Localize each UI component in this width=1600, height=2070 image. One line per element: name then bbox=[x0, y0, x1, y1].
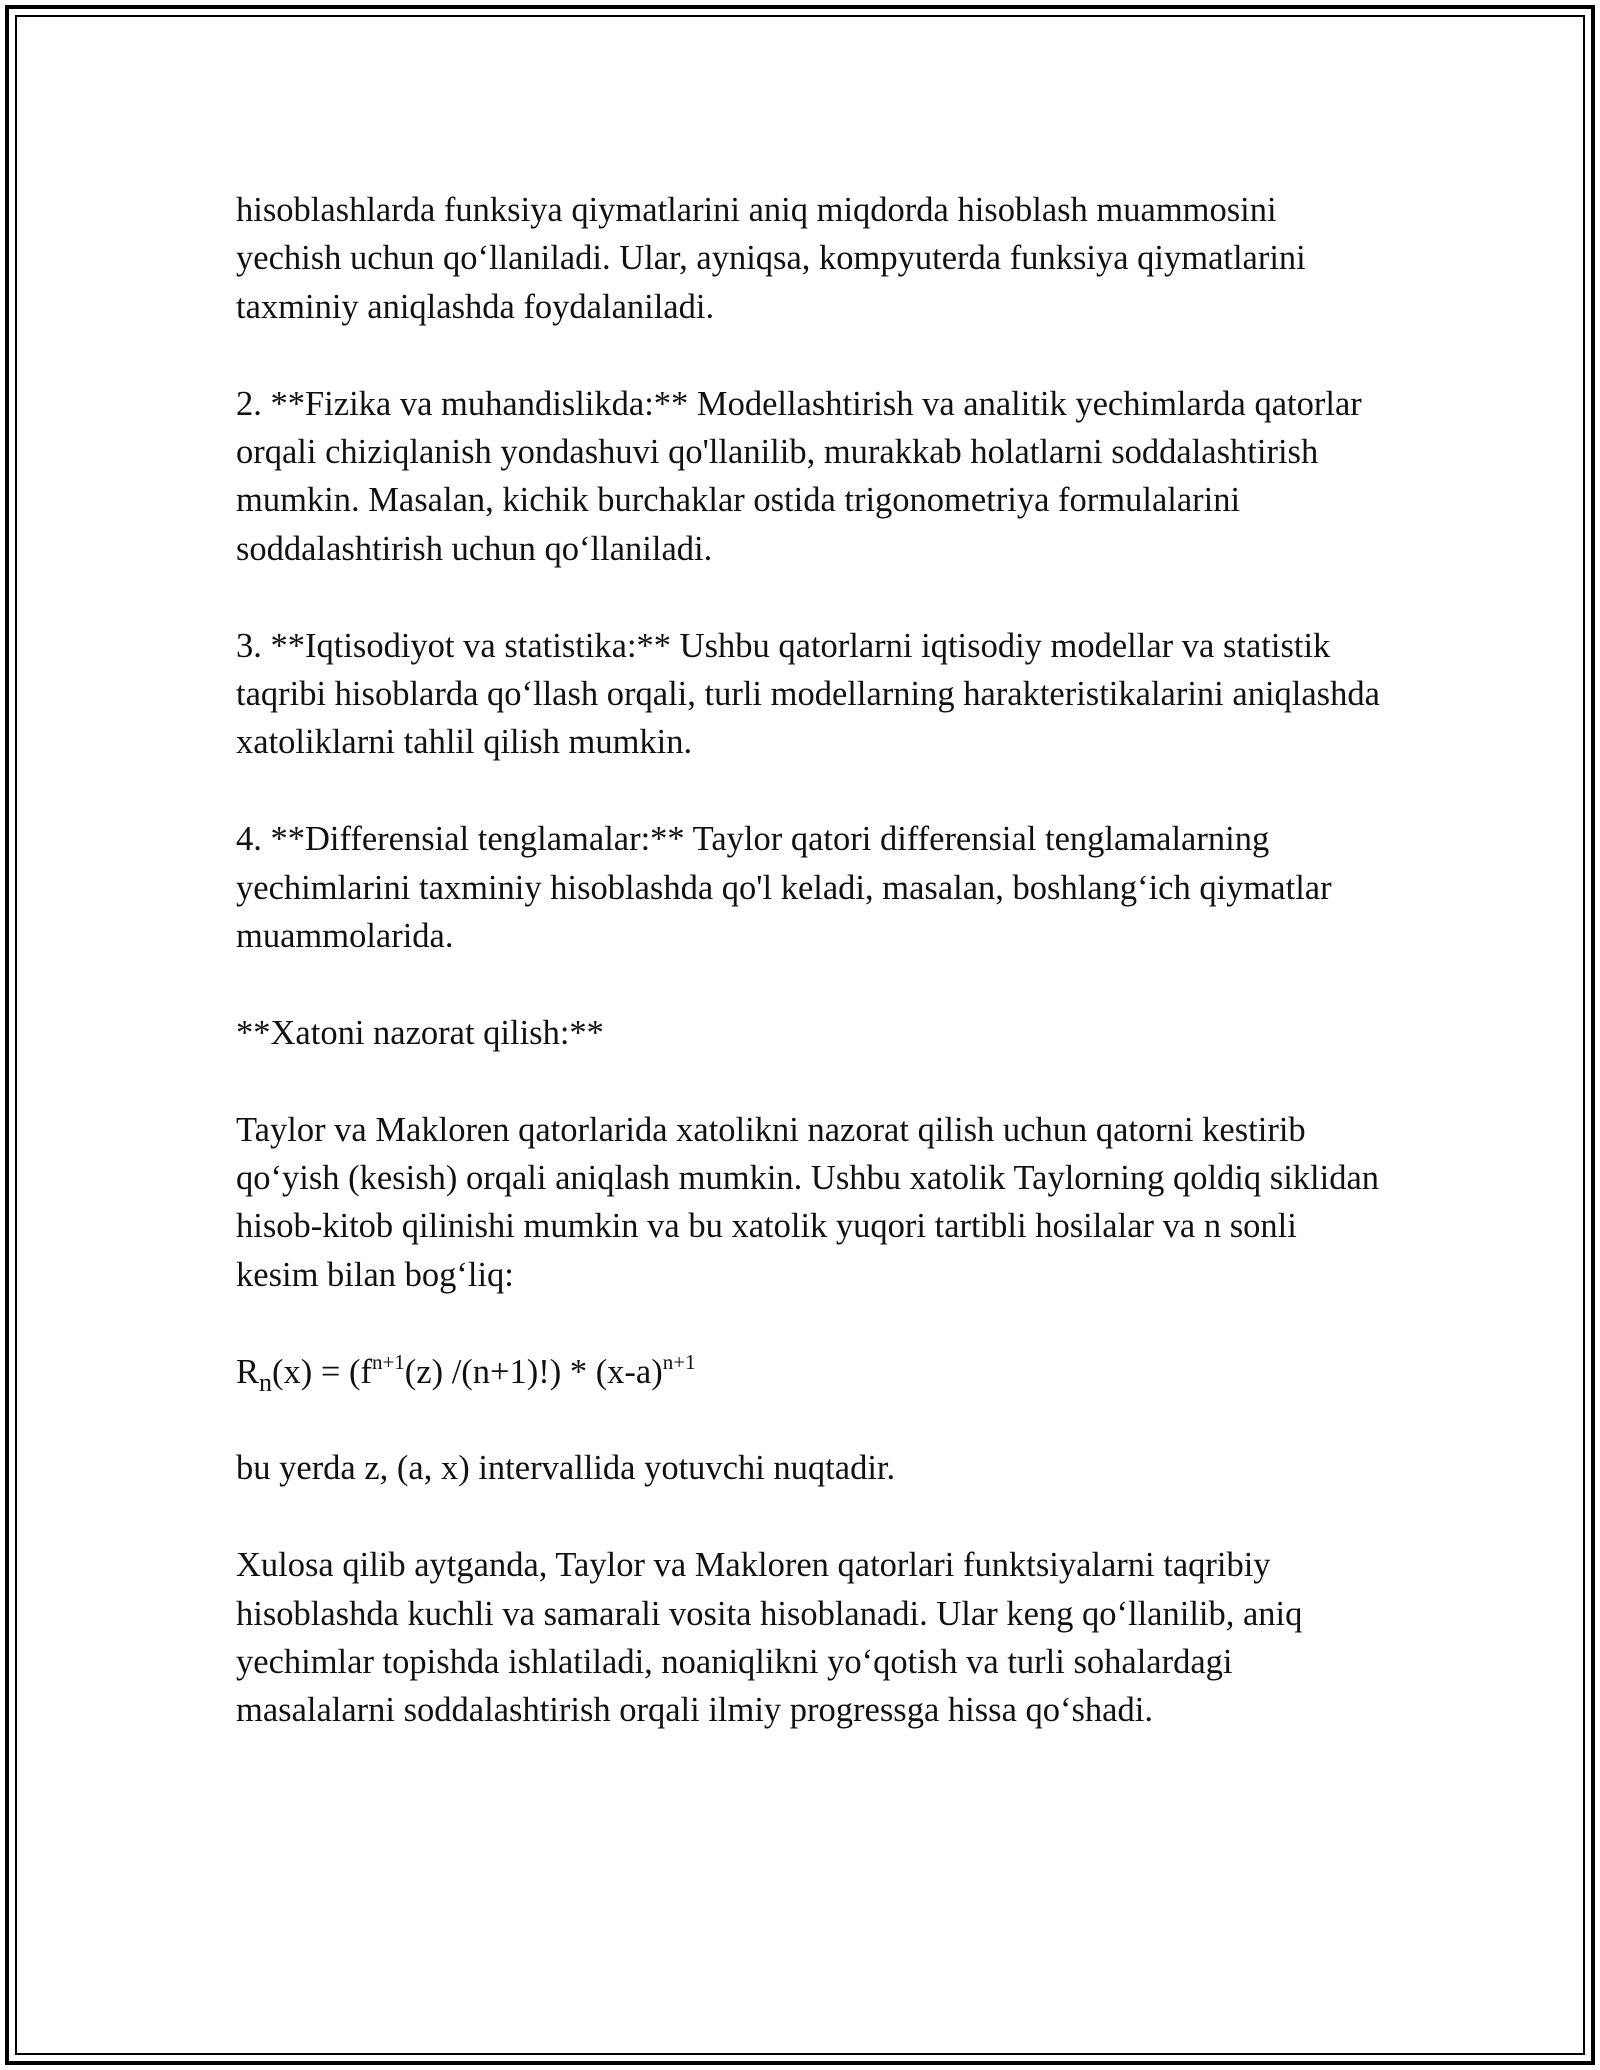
section-heading: **Xatoni nazorat qilish:** bbox=[236, 1013, 604, 1052]
formula-end-superscript: n+1 bbox=[662, 1349, 696, 1374]
paragraph-interval: bu yerda z, (a, x) intervallida yotuvchi nuqtadir. bbox=[236, 1449, 896, 1488]
formula-part-1: (x) = (f bbox=[272, 1352, 372, 1391]
formula-r: R bbox=[236, 1352, 260, 1391]
formula-r-subscript: n bbox=[259, 1367, 273, 1397]
remainder-formula bbox=[236, 1348, 1386, 1396]
paragraph-conclusion: Xulosa qilib aytganda, Taylor va Makloren qatorlari funktsiyalarni taqribiy hisoblashda kuchli va samarali vosita hisoblanadi. Ular keng qo‘llanilib, aniq yechimlar topishda ishlatiladi, noaniqlikni yo‘qotish va turli sohalardagi masalalarni soddalashtirish orqali ilmiy progressga hissa qo‘shadi. bbox=[236, 1546, 1303, 1730]
paragraph-physics: 2. **Fizika va muhandislikda:** Modellashtirish va analitik yechimlarda qatorlar orqali chiziqlanish yondashuvi qo'llanilib, murakkab holatlarni soddalashtirish mumkin. Masalan, kichik burchaklar ostida trigonometriya formulalarini soddalashtirish uchun qo‘llaniladi. bbox=[236, 384, 1362, 568]
document-body bbox=[236, 186, 1386, 1735]
paragraph-intro: hisoblashlarda funksiya qiymatlarini aniq miqdorda hisoblash muammosini yechish uchun qo‘llaniladi. Ular, ayniqsa, kompyuterda funksiya qiymatlarini taxminiy aniqlashda foydalaniladi. bbox=[236, 191, 1306, 326]
paragraph-differential: 4. **Differensial tenglamalar:** Taylor qatori differensial tenglamalarning yechimlarini taxminiy hisoblashda qo'l keladi, masalan, boshlang‘ich qiymatlar muammolarida. bbox=[236, 820, 1332, 956]
formula-part-2: (z) /(n+1)!) * (x-a) bbox=[404, 1352, 663, 1391]
paragraph-economics: 3. **Iqtisodiyot va statistika:** Ushbu qatorlarni iqtisodiy modellar va statistik taqribi hisoblarda qo‘llash orqali, turli modellarning harakteristikalarini aniqlashda xatoliklarni tahlil qilish mumkin. bbox=[236, 626, 1380, 762]
formula-f-superscript: n+1 bbox=[371, 1349, 405, 1374]
paragraph-error-control: Taylor va Makloren qatorlarida xatolikni nazorat qilish uchun qatorni kestirib qo‘yish (kesish) orqali aniqlash mumkin. Ushbu xatolik Taylorning qoldiq siklidan hisob-kitob qilinishi mumkin va bu xatolik yuqori tartibli hosilalar va n sonli kesim bilan bog‘liq: bbox=[236, 1110, 1380, 1294]
